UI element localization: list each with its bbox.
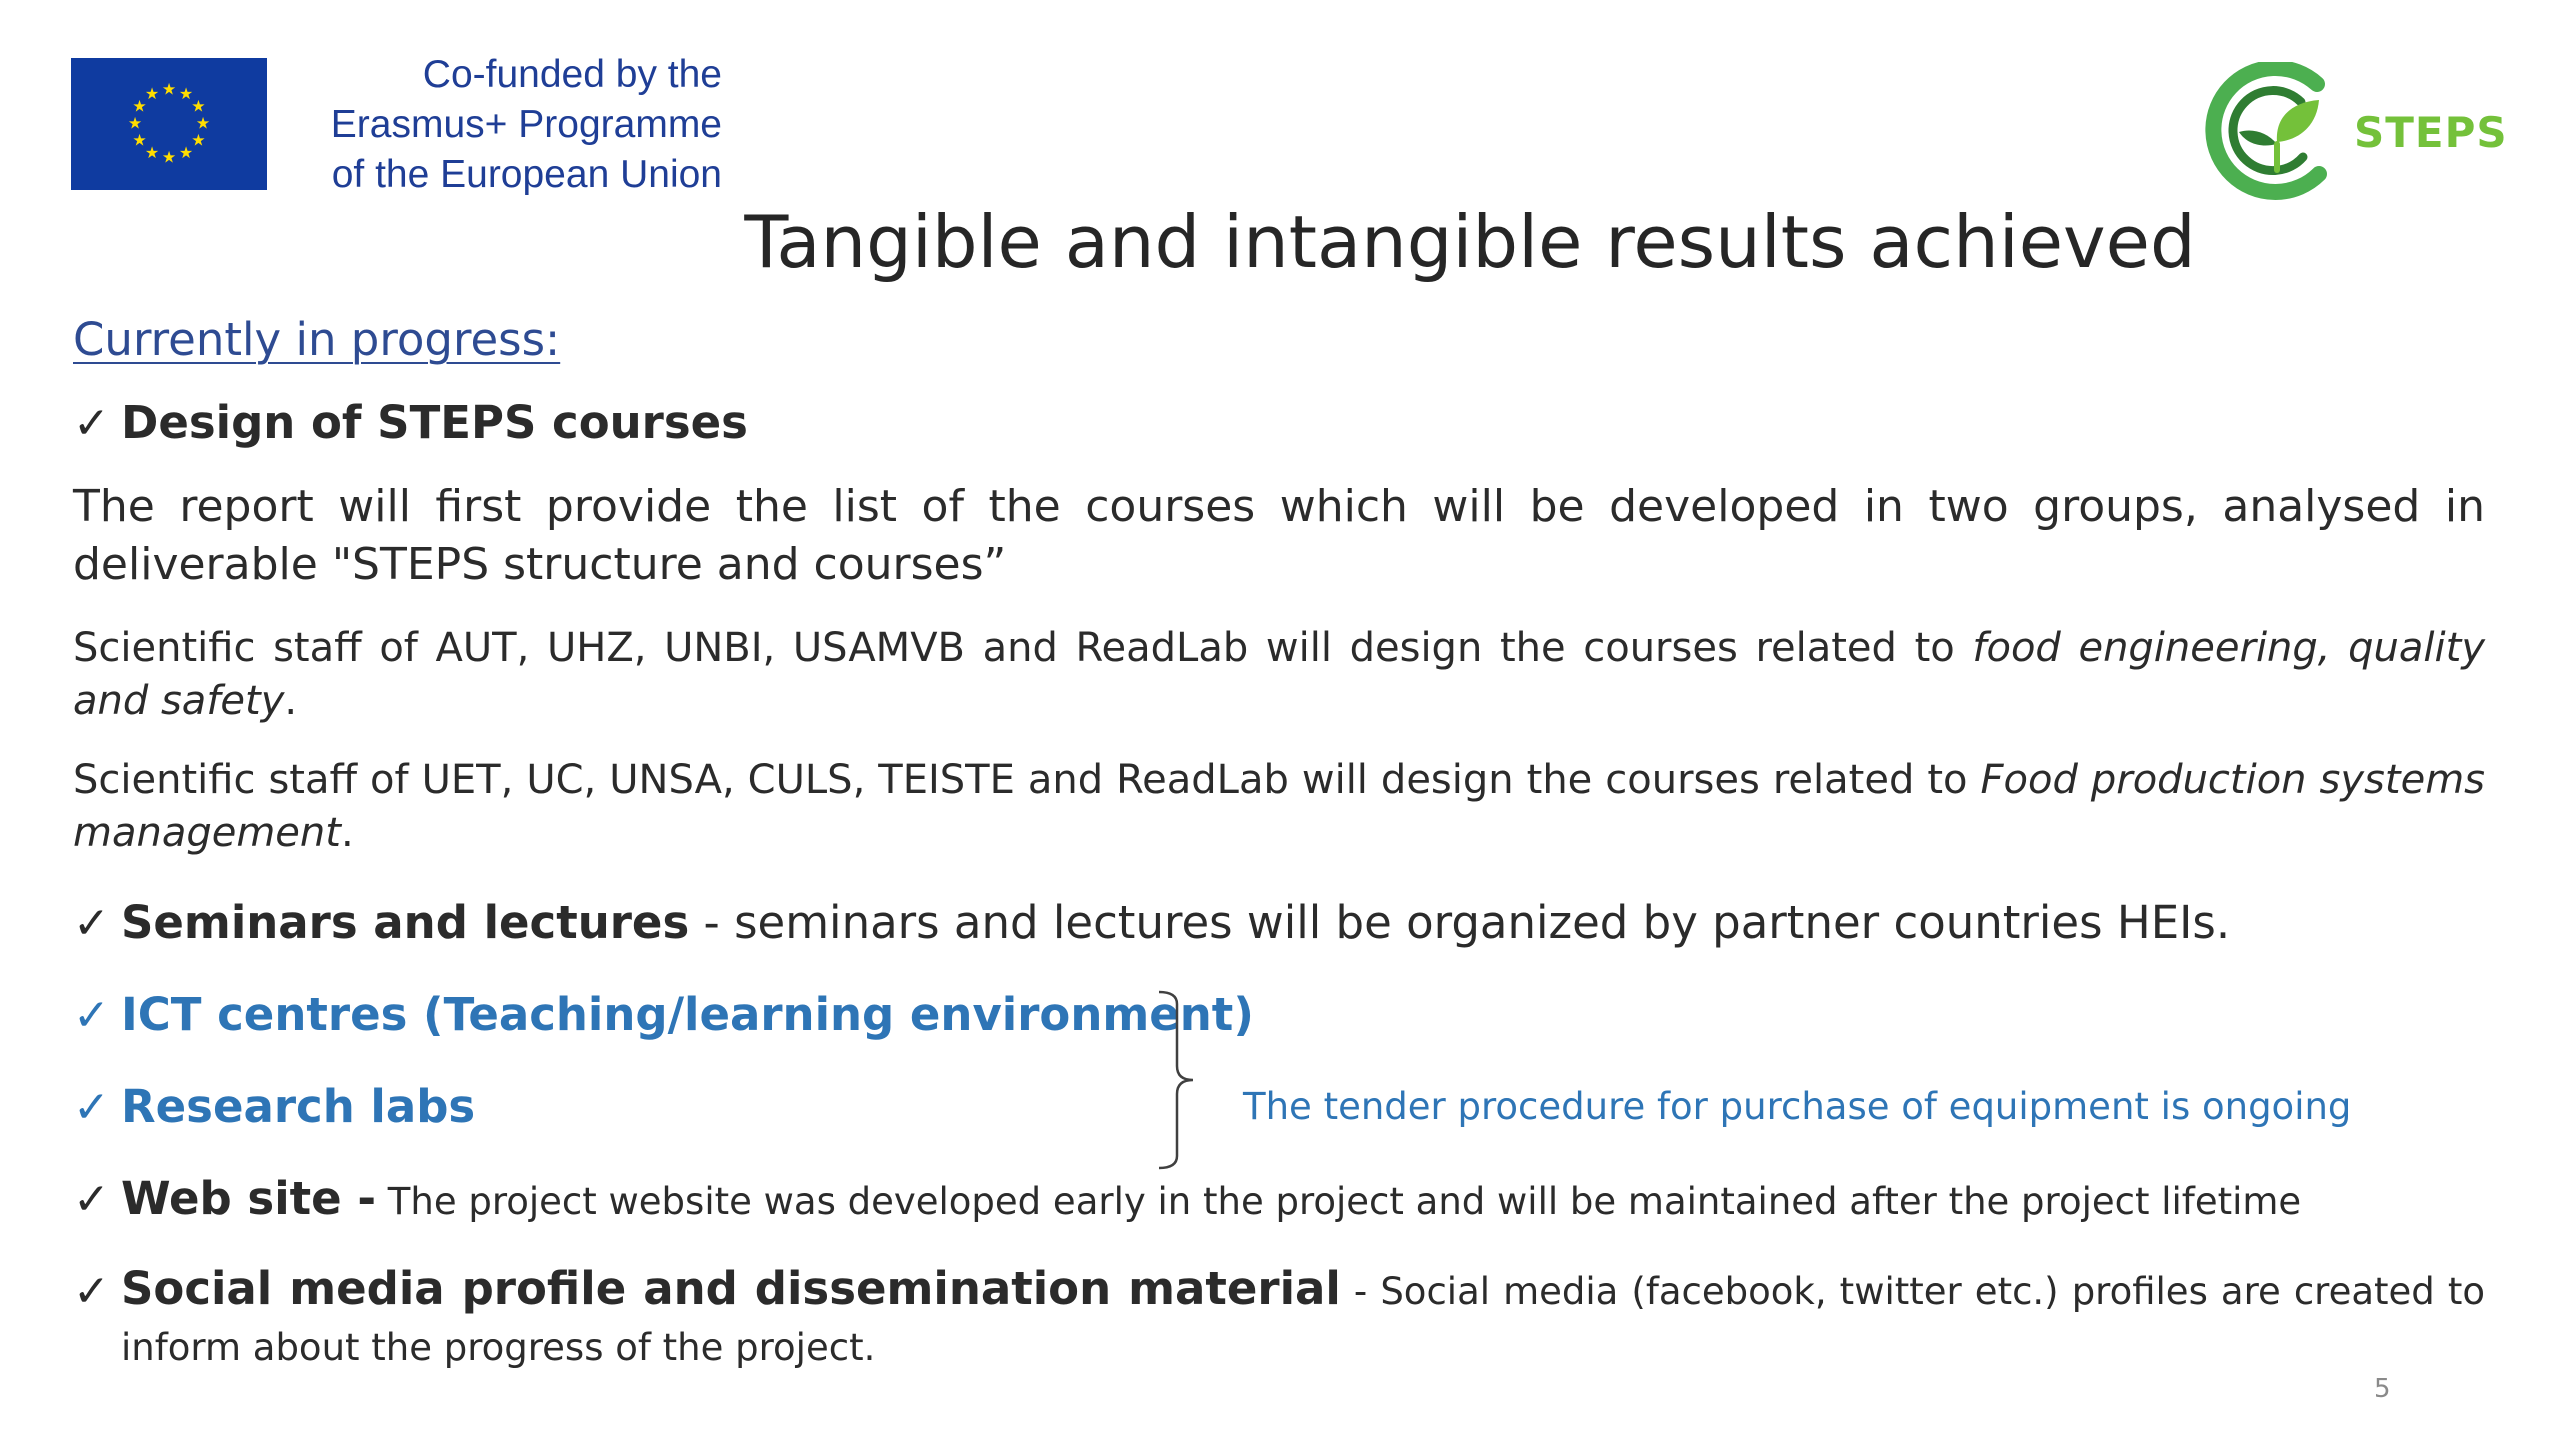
item-label: Web site - [121,1172,377,1225]
group2-text: Scientific staff of UET, UC, UNSA, CULS, TEISTE and ReadLab will design the courses related to [73,757,1981,803]
group2-paragraph [73,754,2485,860]
eu-funding-line: of the European Union [331,153,722,196]
item-label: Seminars and lectures [121,896,690,949]
item-description: - Social media (facebook, twitter etc.) profiles are created to inform [121,1270,2485,1369]
svg-text:★: ★ [178,142,194,162]
svg-text:★: ★ [127,113,143,133]
svg-text:★: ★ [191,96,206,116]
section-heading: Currently in progress: [73,313,561,366]
item-label: Social media profile and dissemination material [121,1262,1341,1315]
svg-text:★: ★ [144,142,160,162]
item-label: ICT centres (Teaching/learning environment) [121,988,1254,1041]
svg-text:★: ★ [161,147,177,167]
eu-stars-circle [71,58,267,190]
svg-text:★: ★ [132,96,147,116]
checkmark-icon: ✓ [73,398,110,449]
eu-funding-line: Erasmus+ Programme [330,103,722,146]
item-description-continued: about the progress of the project. [252,1326,876,1369]
svg-text:★: ★ [178,84,194,104]
item-description: The project website was developed early in the project and will be maintained after the project lifetime [376,1180,2302,1223]
eu-funding-line: Co-funded by the [422,53,722,96]
list-item-design-courses [73,396,748,449]
item-description: - seminars and lectures will be organized by partner countries HEIs. [689,896,2231,949]
social-media-text [121,1261,2485,1376]
eu-funding-statement [290,50,722,200]
eu-flag-icon [71,58,267,190]
checkmark-icon: ✓ [73,898,110,949]
group2-topic: Food production systems management [73,757,2485,856]
list-item-seminars [73,896,2230,949]
list-item-ict-centres [73,988,1254,1041]
group2-suffix: . [340,810,354,856]
page-number: 5 [2374,1374,2391,1404]
svg-text:★: ★ [195,113,211,133]
item-label: Design of STEPS courses [121,396,748,449]
checkmark-icon: ✓ [73,1266,110,1317]
group1-paragraph [73,622,2485,728]
checkmark-icon: ✓ [73,1082,110,1133]
list-item-social-media [73,1264,121,1317]
steps-leaf-logo-icon [2197,62,2357,202]
list-item-research-labs [73,1080,475,1133]
svg-text:★: ★ [161,79,177,99]
tender-note: The tender procedure for purchase of equipment is ongoing [1243,1085,2352,1128]
group1-text: Scientific staff of AUT, UHZ, UNBI, USAMVB and ReadLab will design the courses related to [73,625,1973,671]
item-label: Research labs [121,1080,476,1133]
report-paragraph: The report will first provide the list of the courses which will be developed in two groups, analysed in deliverable "STEPS structure and courses” [73,481,2485,590]
checkmark-icon: ✓ [73,990,110,1041]
group1-topic: food engineering, quality and safety [73,625,2485,724]
steps-logo-text: STEPS [2354,108,2508,157]
slide-title: Tangible and intangible results achieved [744,200,2196,284]
svg-text:★: ★ [132,130,147,150]
curly-brace-icon [1157,990,1197,1174]
group1-suffix: . [284,678,298,724]
list-item-website [73,1172,2301,1225]
svg-text:★: ★ [191,130,206,150]
steps-logo [2197,62,2508,202]
svg-text:★: ★ [144,84,160,104]
checkmark-icon: ✓ [73,1174,110,1225]
